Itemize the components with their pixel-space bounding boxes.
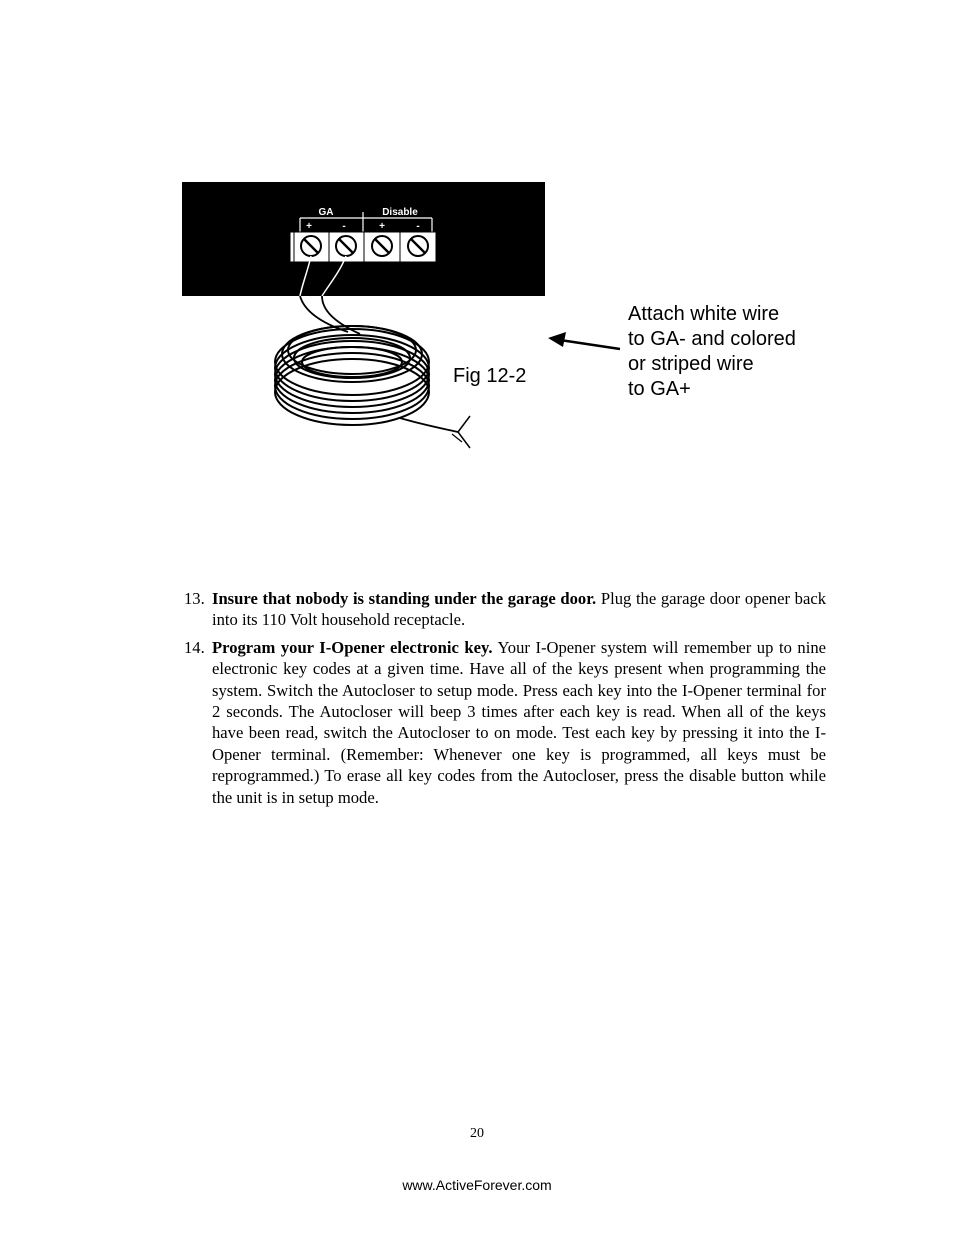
callout-line: Attach white wire — [628, 303, 780, 325]
screw-terminal-disable-plus — [372, 236, 392, 256]
figure-caption: Fig 12-2 — [453, 365, 527, 387]
screw-terminal-ga-minus — [336, 236, 356, 256]
terminal-group-label-ga: GA — [318, 207, 334, 218]
footer-url: www.ActiveForever.com — [402, 1177, 552, 1193]
terminal-polarity-ga-minus: - — [342, 221, 346, 232]
page-number: 20 — [470, 1126, 484, 1141]
terminal-polarity-disable-plus: + — [379, 221, 385, 232]
coiled-cable — [275, 326, 429, 425]
step-number: 14. — [184, 637, 205, 657]
terminal-polarity-disable-minus: - — [416, 221, 420, 232]
step-lead: Insure that nobody is standing under the garage door. — [212, 589, 597, 608]
terminal-group-label-disable: Disable — [382, 207, 418, 218]
terminal-polarity-ga-plus: + — [306, 221, 312, 232]
step-14 — [184, 637, 826, 808]
callout-line: or striped wire — [628, 353, 754, 375]
cable-tail-split-1 — [458, 416, 470, 432]
step-lead: Program your I-Opener electronic key. — [212, 637, 493, 657]
callout-line: to GA- and colored — [628, 328, 796, 350]
instruction-steps — [184, 588, 826, 814]
callout-line: to GA+ — [628, 378, 691, 400]
step-text: Plug the garage door opener back into its 110 Volt household receptacle. — [212, 589, 826, 630]
callout-arrow-shaft — [560, 340, 620, 349]
cable-tail — [400, 418, 458, 432]
wiring-callout — [628, 302, 888, 402]
step-13 — [184, 588, 826, 631]
step-text: Your I-Opener system will remember up to nine electronic key codes at a given time. Have all of the keys present when programming the system. Switch the Autocloser to setup mode. Press each key into the I-Opener terminal for 2 seconds. The Autocloser will beep 3 times after each key is read. When all of the keys have been read, switch the Autocloser to on mode. Test each key by pressing it into the I-Opener terminal. (Remember: Whenever one key is programmed, all keys must be reprogrammed.) To erase all key codes from the Autocloser, press the disable button while the unit is in setup mode. — [212, 637, 827, 807]
screw-terminal-disable-minus — [408, 236, 428, 256]
callout-arrow-head — [548, 332, 566, 347]
step-number: 13. — [184, 589, 205, 608]
screw-terminal-ga-plus — [301, 236, 321, 256]
wiring-diagram — [0, 0, 954, 560]
